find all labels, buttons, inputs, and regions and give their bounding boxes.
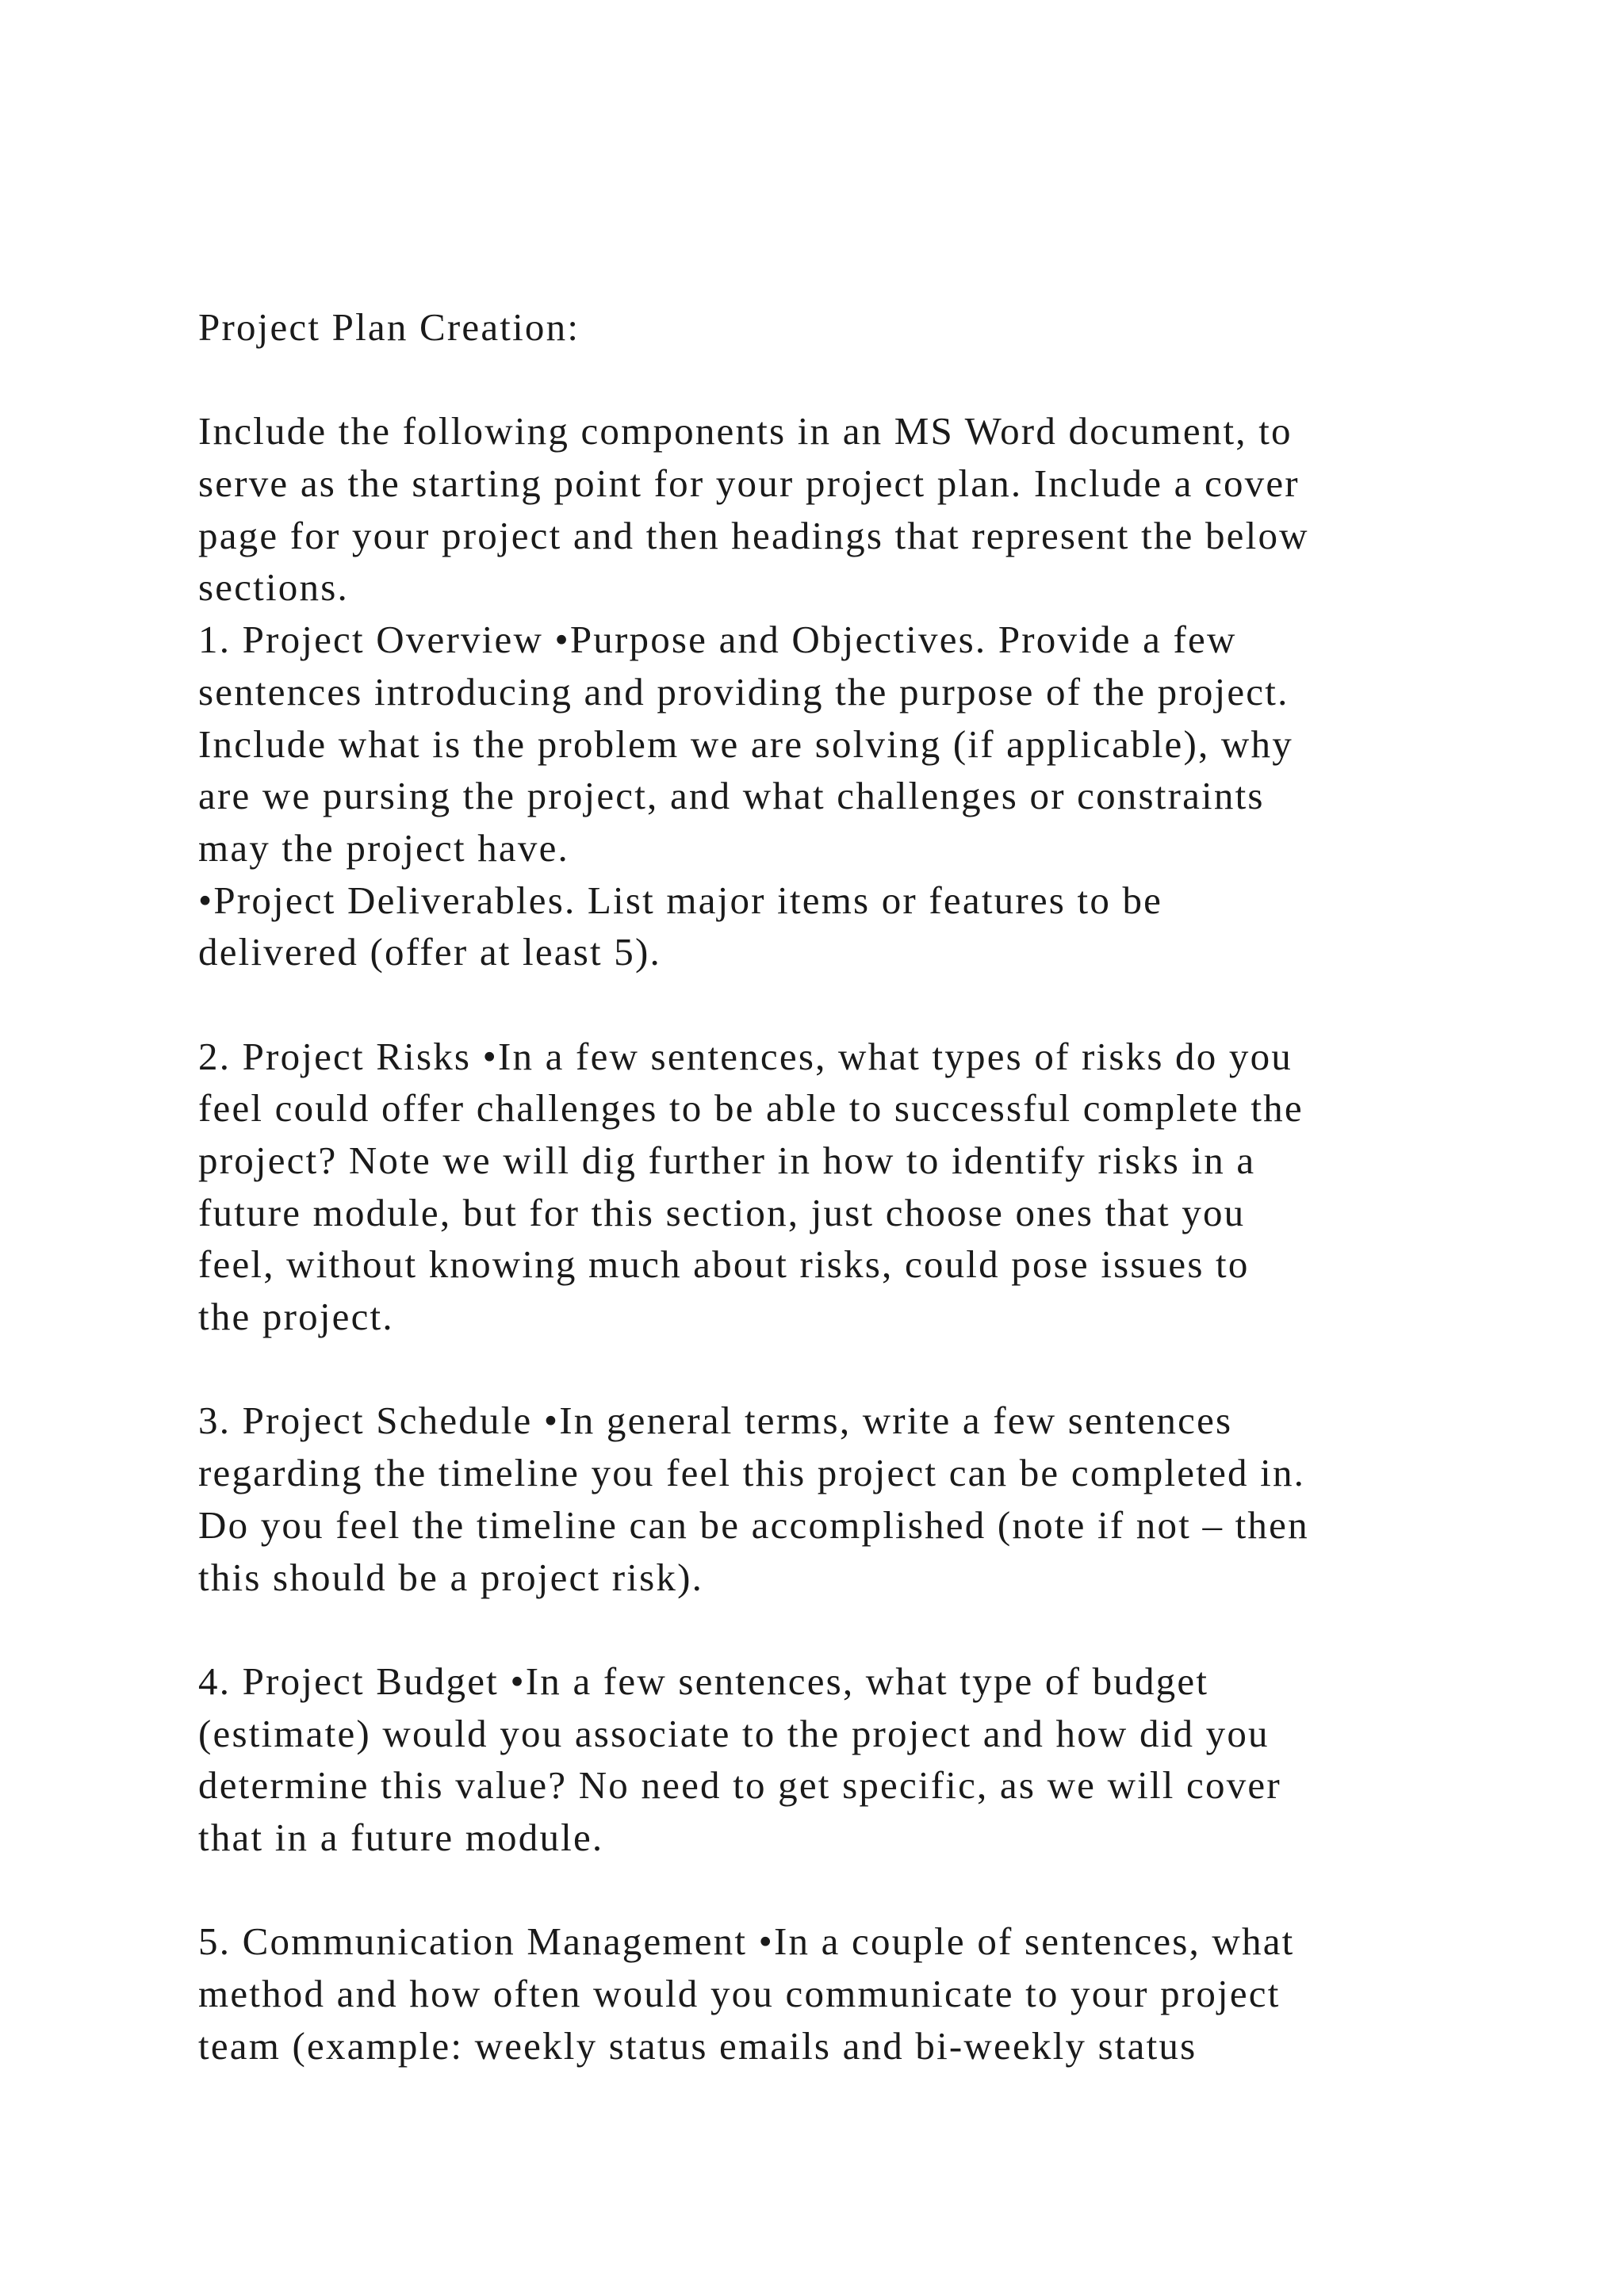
section-project-risks-line: feel could offer challenges to be able to successful complete the bbox=[198, 1086, 1304, 1131]
section-project-risks-line: future module, but for this section, just choose ones that you bbox=[198, 1190, 1246, 1234]
section-project-schedule-line: regarding the timeline you feel this project can be completed in. bbox=[198, 1451, 1306, 1495]
section-project-overview-line: sentences introducing and providing the purpose of the project. bbox=[198, 669, 1289, 714]
section-communication-management-line: method and how often would you communicate to your project bbox=[198, 1972, 1281, 2015]
section-project-budget: 4. Project Budget •In a few sentences, what type of budget bbox=[198, 1659, 1209, 1703]
section-project-budget-line: that in a future module. bbox=[198, 1815, 604, 1859]
document-body bbox=[198, 301, 1515, 2072]
blank-line bbox=[198, 1864, 1515, 1916]
blank-line bbox=[198, 1343, 1515, 1395]
section-project-overview-line: may the project have. bbox=[198, 825, 569, 870]
section-communication-management-line: team (example: weekly status emails and bi-weekly status bbox=[198, 2023, 1197, 2068]
section-communication-management: 5. Communication Management •In a couple of sentences, what bbox=[198, 1919, 1295, 1964]
section-project-risks-line: project? Note we will dig further in how to identify risks in a bbox=[198, 1138, 1256, 1182]
intro-line: page for your project and then headings that represent the below bbox=[198, 513, 1309, 557]
section-project-overview: 1. Project Overview •Purpose and Objectives. Provide a few bbox=[198, 618, 1237, 662]
section-project-schedule-line: Do you feel the timeline can be accomplished (note if not – then bbox=[198, 1502, 1309, 1547]
section-project-overview-line: are we pursing the project, and what challenges or constraints bbox=[198, 774, 1265, 818]
intro-line: serve as the starting point for your project plan. Include a cover bbox=[198, 461, 1300, 506]
project-deliverables-line: delivered (offer at least 5). bbox=[198, 930, 661, 974]
intro-line: sections. bbox=[198, 565, 349, 610]
section-project-risks-line: the project. bbox=[198, 1295, 394, 1339]
blank-line bbox=[198, 1603, 1515, 1655]
blank-line bbox=[198, 354, 1515, 406]
section-project-budget-line: determine this value? No need to get specific, as we will cover bbox=[198, 1763, 1281, 1808]
section-project-schedule: 3. Project Schedule •In general terms, write a few sentences bbox=[198, 1399, 1233, 1443]
section-project-overview-line: Include what is the problem we are solving (if applicable), why bbox=[198, 721, 1293, 766]
project-deliverables-line: •Project Deliverables. List major items or features to be bbox=[198, 878, 1163, 922]
document-title: Project Plan Creation: bbox=[198, 305, 580, 349]
blank-line bbox=[198, 978, 1515, 1031]
section-project-risks-line: feel, without knowing much about risks, could pose issues to bbox=[198, 1242, 1250, 1287]
section-project-budget-line: (estimate) would you associate to the project and how did you bbox=[198, 1711, 1270, 1755]
section-project-risks: 2. Project Risks •In a few sentences, what types of risks do you bbox=[198, 1034, 1293, 1078]
intro-line: Include the following components in an MS Word document, to bbox=[198, 409, 1293, 453]
section-project-schedule-line: this should be a project risk). bbox=[198, 1555, 704, 1599]
